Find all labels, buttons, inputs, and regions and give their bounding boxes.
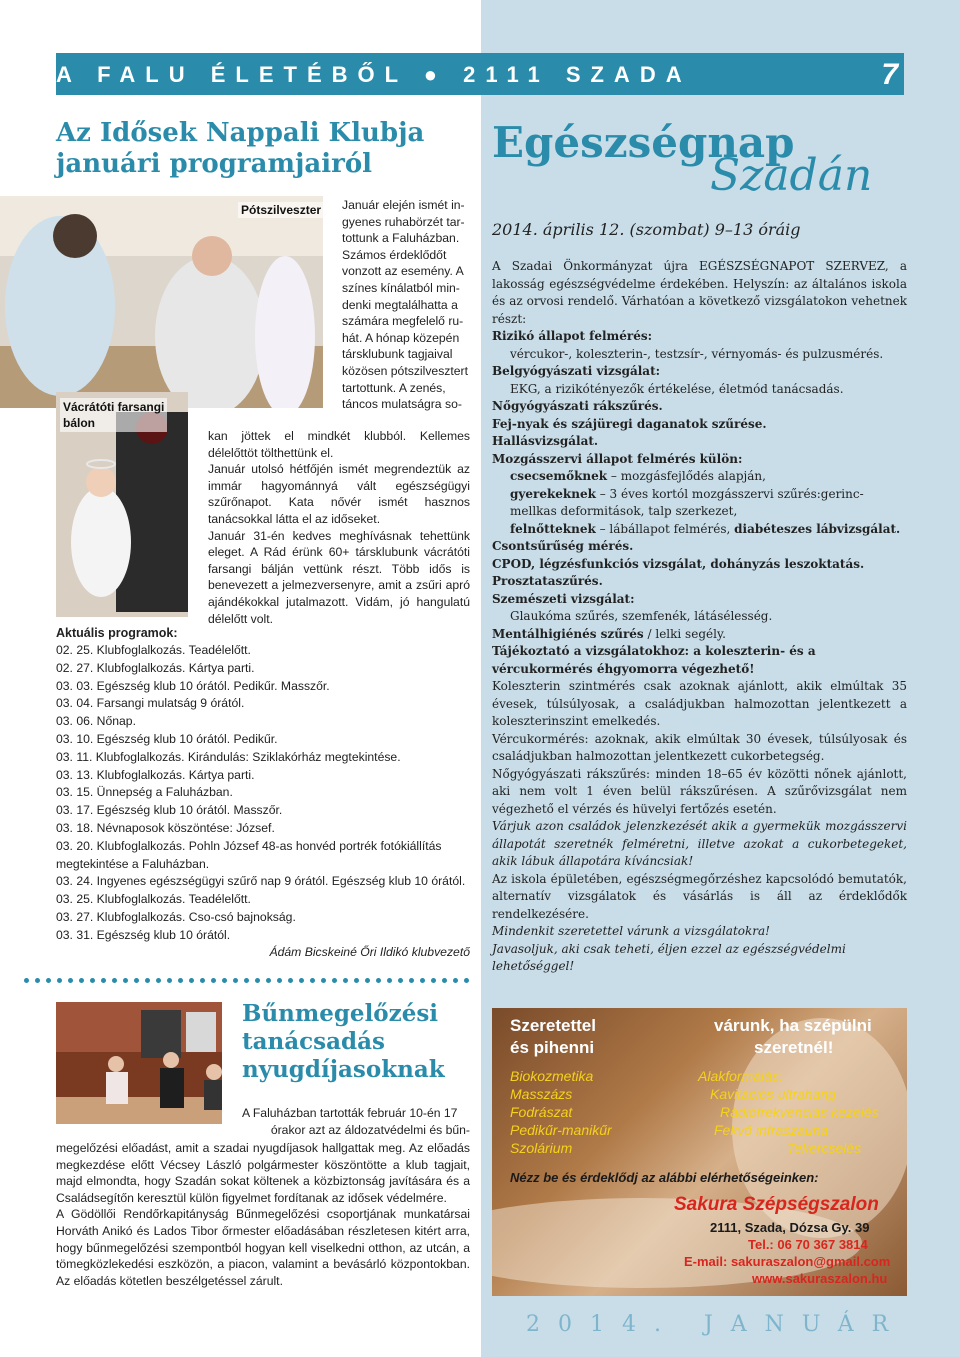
par1-line: közösen pótszilvesztert [342, 363, 468, 378]
divider-dot [464, 978, 469, 983]
program-item: 03. 11. Klubfoglalkozás. Kirándulás: Sziklakórház megtekintése. [56, 749, 401, 764]
photo2-caption [60, 398, 167, 432]
divider-dot [156, 978, 161, 983]
divider-dot [431, 978, 436, 983]
divider-dot [343, 978, 348, 983]
programs-heading: Aktuális programok: [56, 626, 178, 640]
program-item: 03. 20. Klubfoglalkozás. Pohln József 48-as honvéd portrék fotókiállítás megtekintése a Faluházban. [56, 838, 442, 871]
right-article-body [492, 258, 907, 976]
photo-dancing-image [0, 196, 323, 408]
bun-body-par2: A Gödöllői Rendőrkapitányság Bűnmegelőzési csoportjának munkatársai Horváth Anikó és Lados Tibor őrmester előadásában részletesen kitért arra, hogy bűnmegelőzési szempontból hogyan kell viselkedni otthon, az utcán, a tömegközlekedési eszközön, a piacon, valamint a bevásárló központokban. Az előadás kötetlen beszélgetéssel zárult. [56, 1207, 470, 1288]
motor-adult-diabetes: diabéteszes lábvizsgálat. [734, 521, 901, 536]
motor-baby [492, 468, 907, 486]
par1-line: tartottunk. A zenés, [342, 380, 446, 395]
divider-dot [453, 978, 458, 983]
par1-line: hát. A hónap közepén [342, 330, 460, 345]
program-item: 03. 25. Klubfoglalkozás. Teadélelőtt. [56, 892, 251, 907]
sakura-ad [492, 1008, 907, 1296]
bone-density: Csontsűrűség mérés. [492, 539, 634, 553]
ad-right-service: Fekvő infraszauna [714, 1122, 829, 1138]
ad-service: Szolárium [510, 1140, 573, 1156]
divider-dot [211, 978, 216, 983]
right-article-title: Egészségnap [492, 118, 795, 167]
divider-dot [57, 978, 62, 983]
par1-line: gyenes ruhabörzét tar- [342, 214, 465, 229]
program-item: 03. 06. Nőnap. [56, 714, 136, 729]
divider-dot [244, 978, 249, 983]
par1-line: vonzott az esemény. A [342, 264, 464, 279]
throat-screening: Fej-nyak és szájüregi daganatok szűrése. [492, 416, 767, 431]
intro: A Szadai Önkormányzat újra EGÉSZSÉGNAPOT SZERVEZ, a lakosság egészségvédelme érdekében. Helyszín: az általános iskola és az orvosi rendelő. Várhatóan a következő vizsgálatokon vehetnek részt: [492, 259, 907, 326]
ad-right-service: Rádiófrekvenciás kezelés [720, 1104, 879, 1120]
motor-adult-text: – lábállapot felmérés, [595, 521, 735, 536]
ad-web: www.sakuraszalon.hu [752, 1271, 888, 1286]
divider-dot [442, 978, 447, 983]
ad-right-head: Alakformálás: [698, 1068, 783, 1084]
divider-dot [354, 978, 359, 983]
photo-lecture-image [56, 1002, 222, 1124]
gyn-screening: Nőgyógyászati rákszűrés. [492, 399, 663, 413]
internal-heading: Belgyógyászati vizsgálat: [492, 364, 661, 378]
bun-title-line2: tanácsadás [242, 1028, 385, 1055]
par1-line: táncos mulatságra so- [342, 397, 462, 412]
prostate: Prosztataszűrés. [492, 574, 603, 588]
program-item: 02. 25. Klubfoglalkozás. Teadélelőtt. [56, 643, 251, 657]
divider-dot [365, 978, 370, 983]
hearing-test: Hallásvizsgálat. [492, 434, 599, 448]
info-p3: Nőgyógyászati rákszűrés: minden 18–65 év közötti nőnek ajánlott, aki nem volt 1 éven belül rákszűrésen. A szűrővizsgálat nem végezhető el vérzés és hüvelyi fertőzés esetén. [492, 766, 907, 816]
program-item: 03. 27. Klubfoglalkozás. Cso-csó bajnokság. [56, 909, 296, 924]
programs-list [56, 642, 476, 945]
photo-potszilveszter [0, 196, 323, 408]
ad-service: Pedikűr-manikűr [510, 1122, 612, 1138]
divider-dot [387, 978, 392, 983]
motor-heading: Mozgásszervi állapot felmérés külön: [492, 451, 743, 466]
divider-dot [79, 978, 84, 983]
divider-dot [134, 978, 139, 983]
par1-line: számára megfelelő ru- [342, 314, 464, 329]
ad-address: 2111, Szada, Dózsa Gy. 39 [710, 1220, 870, 1235]
copd: CPOD, légzésfunkciós vizsgálat, dohányzás leszoktatás. [492, 556, 865, 571]
divider-dot [222, 978, 227, 983]
ad-head-left-1: Szeretettel [510, 1016, 596, 1035]
divider-dot [332, 978, 337, 983]
mental [492, 626, 907, 644]
par1-line: társklubunk tagjaival [342, 347, 453, 362]
divider-dot [310, 978, 315, 983]
program-item: 03. 24. Ingyenes egészségügyi szűrő nap 9 órától. Egészség klub 10 órától. [56, 874, 466, 889]
eye-desc: Glaukóma szűrés, szemfenék, látásélesség. [510, 609, 773, 623]
info-p4: Várjuk azon családok jelenzkezését akik a gyermekük mozgásszervi állapotát szeretnék felméretni, illetve azokat a cukorbetegeket, akik lábuk állapotára kíváncsiak! [492, 819, 907, 868]
bun-intro-line2: órakor azt az áldozatvédelmi és bűn- [270, 1122, 470, 1137]
mental-label: Mentálhigiénés szűrés [492, 626, 644, 641]
divider-dot [255, 978, 260, 983]
par1-line: színes kínálatból min- [342, 280, 460, 295]
program-item: 03. 18. Névnaposok köszöntése: József. [56, 820, 275, 835]
ad-service: Masszázs [510, 1086, 573, 1102]
info-heading: Tájékoztató a vizsgálatokhoz: a koleszterin- és a vércukormérés éhgyomorra végezhető! [492, 644, 816, 676]
bun-article-title [242, 1000, 472, 1084]
mental-text: / lelki segély. [643, 626, 726, 641]
bun-body-par1: megelőzési előadást, amit a szadai nyugdíjasok hallgattak meg. Az előadás megkezdése előtt Vécsey László polgármester köszöntötte a klub tagjait, majd elmondta, hogy Szadán sokat költenek a közbiztonság javítására és a Családsegítőn keresztül külön figyelmet fordítanak az idősek védelmére. [56, 1141, 470, 1205]
info-p7: Javasoljuk, aki csak teheti, éljen ezzel az egészségvédelmi lehetőséggel! [492, 941, 846, 973]
divider-dot [409, 978, 414, 983]
divider-dot [167, 978, 172, 983]
divider-dot [145, 978, 150, 983]
eye-heading: Szemészeti vizsgálat: [492, 591, 635, 606]
ad-service: Biokozmetika [510, 1068, 594, 1084]
left-title-line1: Az Idősek Nappali Klubja [56, 118, 425, 148]
ad-head-right-1: várunk, ha szépülni [714, 1016, 872, 1035]
ad-salon-name: Sakura Szépségszalon [674, 1194, 879, 1215]
divider-dot [398, 978, 403, 983]
left-par1-continued [208, 428, 470, 627]
risk-desc: vércukor-, koleszterin-, testzsír-, vérnyomás- és pulzusmérés. [510, 346, 884, 361]
right-article-title-script: Szadán [710, 150, 873, 201]
divider-dot [189, 978, 194, 983]
event-date: 2014. április 12. (szombat) 9–13 óráig [492, 220, 801, 239]
photo-farsang [56, 392, 188, 617]
divider-dot [233, 978, 238, 983]
motor-baby-text: – mozgásfejlődés alapján, [607, 469, 766, 483]
ad-head-left-2: és pihenni [510, 1038, 595, 1057]
motor-kid-label: gyerekeknek [510, 486, 596, 501]
program-item: 03. 15. Ünnepség a Faluházban. [56, 785, 233, 800]
ad-phone: Tel.: 06 70 367 3814 [748, 1237, 868, 1252]
divider-dot [101, 978, 106, 983]
bun-intro [242, 1105, 470, 1138]
par1-line: Számos érdeklődőt [342, 247, 447, 262]
motor-adult [492, 521, 907, 539]
divider-dot [420, 978, 425, 983]
divider-dot [46, 978, 51, 983]
ad-service: Fodrászat [510, 1104, 573, 1120]
par1-line: Január elején ismét in- [342, 198, 465, 212]
par1-tail: kan jöttek el mindkét klubból. Kellemes délelőttöt tölthettünk el. [208, 429, 470, 460]
divider-dot [266, 978, 271, 983]
divider-dot [277, 978, 282, 983]
info-p2: Vércukormérés: azoknak, akik elmúltak 30 évesek, túlsúlyosak és családjukban halmozottan jelentkezett cukorbetegség. [492, 731, 907, 763]
left-par1-narrow [342, 197, 470, 413]
par1-line: tottunk a Faluházban. [342, 231, 460, 246]
par3: Január 31-én kedves meghívásnak tehettünk eleget. A Rád érünk 60+ társklubunk vácrátóti farsangi bálján vettünk részt. Több idős is benevezett a jelmezversenyre, amit a zsűri apró ajándékokkal jutalmazott. Vidám, jó hangulatú délelőtt volt. [208, 528, 470, 626]
ad-head-right-2: szeretnél! [754, 1038, 834, 1057]
dotted-divider [24, 978, 474, 986]
program-item: 03. 04. Farsangi mulatság 9 órától. [56, 696, 245, 711]
divider-dot [178, 978, 183, 983]
motor-adult-label: felnőtteknek [510, 521, 596, 536]
ad-right-service: Tekercselés [787, 1140, 862, 1156]
divider-dot [90, 978, 95, 983]
divider-dot [376, 978, 381, 983]
bun-body [56, 1140, 470, 1289]
ad-right-service: Kavitációs ultrahang [710, 1086, 837, 1102]
signature: Ádám Bicskeiné Őri Ildikó klubvezető [269, 945, 470, 959]
photo2-caption-line2: bálon [63, 416, 95, 430]
info-p1: Koleszterin szintmérés csak azoknak ajánlott, akik elmúltak 35 évesek, túlsúlyosak, a családjukban halmozottan jelentkezett a koleszterinszint emelkedés. [492, 679, 907, 728]
motor-kid [492, 486, 907, 521]
internal-desc: EKG, a rizikótényezők értékelése, életmód tanácsadás. [510, 381, 844, 396]
info-p5: Az iskola épületében, egészségmegőrzéshez kapcsolódó bemutatók, alternatív vizsgálatok és vásárlás is áll az érdeklődők rendelkezésére. [492, 871, 907, 921]
divider-dot [288, 978, 293, 983]
divider-dot [123, 978, 128, 983]
header-title: A FALU ÉLETÉBŐL ● 2111 SZADA [56, 62, 692, 87]
program-item: 02. 27. Klubfoglalkozás. Kártya parti. [56, 660, 255, 675]
bun-title-line3: nyugdíjasoknak [242, 1056, 445, 1083]
ad-contact-line: Nézz be és érdeklődj az alábbi elérhetőségeinken: [510, 1170, 819, 1185]
ad-email: E-mail: sakuraszalon@gmail.com [684, 1254, 891, 1269]
par1-line: denki megtalálhatta a [342, 297, 458, 312]
info-p6: Mindenkit szeretettel várunk a vizsgálatokra! [492, 924, 770, 938]
divider-dot [299, 978, 304, 983]
program-item: 03. 10. Egészség klub 10 órától. Pedikűr. [56, 731, 278, 746]
left-title-line2: januári programjairól [56, 149, 373, 179]
divider-dot [35, 978, 40, 983]
divider-dot [321, 978, 326, 983]
bun-title-line1: Bűnmegelőzési [242, 1000, 439, 1027]
page-number: 7 [881, 58, 898, 91]
photo1-caption: Pótszilveszter [238, 202, 323, 218]
bun-intro-line1: A Faluházban tartották február 10-én 17 [242, 1106, 458, 1120]
footer-text: 2014. JANUÁR [526, 1312, 907, 1337]
divider-dot [68, 978, 73, 983]
program-item: 03. 13. Klubfoglalkozás. Kártya parti. [56, 767, 255, 782]
program-item: 03. 31. Egészség klub 10 órától. [56, 927, 231, 942]
photo2-caption-line1: Vácrátóti farsangi [63, 400, 165, 414]
risk-heading: Rizikó állapot felmérés: [492, 329, 653, 343]
divider-dot [24, 978, 29, 983]
par2: Január utolsó hétfőjén ismét megrendeztük az immár hagyománnyá vált egészségügyi szűrőnapot. Kata nővér ismét hasznos tanácsokkal látta el az időseket. [208, 462, 470, 526]
left-article-title [56, 118, 476, 180]
motor-kid-text: – 3 éves kortól mozgásszervi szűrés:gerinc- mellkas deformitások, talp szerkezet, [510, 486, 864, 518]
program-item: 03. 17. Egészség klub 10 órától. Masszőr. [56, 803, 283, 818]
divider-dot [112, 978, 117, 983]
photo-bunmegelozes [56, 1002, 222, 1124]
program-item: 03. 03. Egészség klub 10 órától. Pedikűr. Masszőr. [56, 678, 330, 693]
divider-dot [200, 978, 205, 983]
motor-baby-label: csecsemőknek [510, 469, 608, 483]
